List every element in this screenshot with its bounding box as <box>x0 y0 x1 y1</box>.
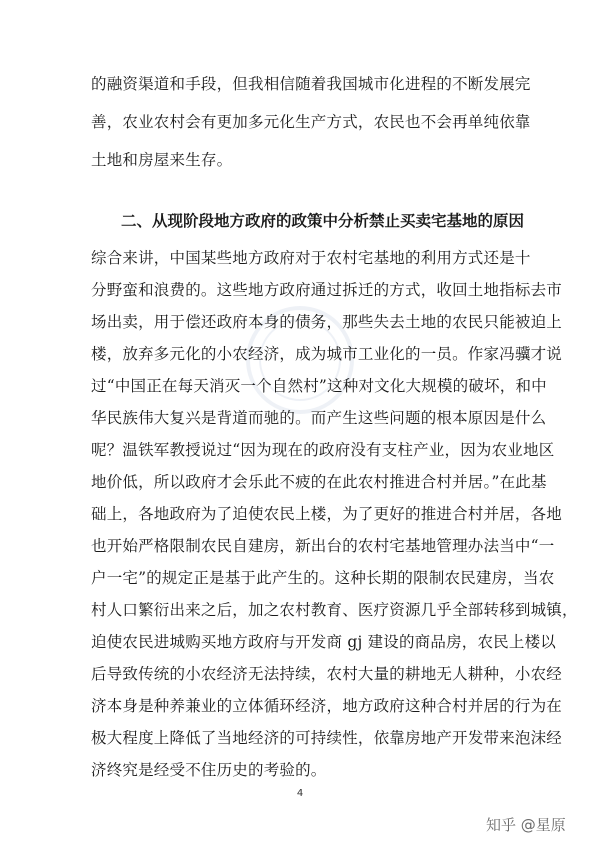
section-heading: 二、从现阶段地方政府的政策中分析禁止买卖宅基地的原因 <box>121 212 525 230</box>
paragraph-line: 后导致传统的小农经济无法持续，农村大量的耕地无人耕种，小农经 <box>91 665 563 683</box>
paragraph-line: 础上，各地政府为了迫使农民上楼，为了更好的推进合村并居，各地 <box>91 505 563 523</box>
paragraph-line: 分野蛮和浪费的。这些地方政府通过拆迁的方式，收回土地指标去市 <box>91 281 563 299</box>
paragraph-line: 综合来讲，中国某些地方政府对于农村宅基地的利用方式还是十 <box>91 249 531 267</box>
paragraph-line: 迫使农民进城购买地方政府与开发商 gj 建设的商品房，农民上楼以 <box>91 633 556 651</box>
paragraph-line: 楼，放弃多元化的小农经济，成为城市工业化的一员。作家冯骥才说 <box>91 345 563 363</box>
paragraph-line: 户一宅”的规定正是基于此产生的。这种长期的限制农民建房，当农 <box>91 569 555 587</box>
paragraph-line: 过“中国正在每天消灭一个自然村”这种对文化大规模的破坏，和中 <box>91 377 547 395</box>
paragraph-line: 呢？温铁军教授说过“因为现在的政府没有支柱产业，因为农业地区 <box>91 441 555 459</box>
paragraph-line: 华民族伟大复兴是背道而驰的。而产生这些问题的根本原因是什么 <box>91 409 547 427</box>
paragraph-line: 济终究是经受不住历史的考验的。 <box>91 761 327 779</box>
paragraph-line: 济本身是种养兼业的立体循环经济，地方政府这种合村并居的行为在 <box>91 697 563 715</box>
zhihu-watermark: 知乎 @星原 <box>486 816 566 834</box>
paragraph-line: 地价低，所以政府才会乐此不疲的在此农村推进合村并居。”在此基 <box>91 473 547 491</box>
page-number: 4 <box>296 788 304 799</box>
paragraph-line: 村人口繁衍出来之后，加之农村教育、医疗资源几乎全部转移到城镇， <box>91 601 578 619</box>
paragraph-line: 土地和房屋来生存。 <box>91 151 233 169</box>
paragraph-line: 的融资渠道和手段，但我相信随着我国城市化进程的不断发展完 <box>91 75 531 93</box>
paragraph-line: 场出卖，用于偿还政府本身的债务，那些失去土地的农民只能被迫上 <box>91 313 563 331</box>
paragraph-line: 极大程度上降低了当地经济的可持续性，依靠房地产开发带来泡沫经 <box>91 729 563 747</box>
paragraph-line: 善，农业农村会有更加多元化生产方式，农民也不会再单纯依靠 <box>91 113 531 131</box>
paragraph-line: 也开始严格限制农民自建房，新出台的农村宅基地管理办法当中“一 <box>91 537 555 555</box>
